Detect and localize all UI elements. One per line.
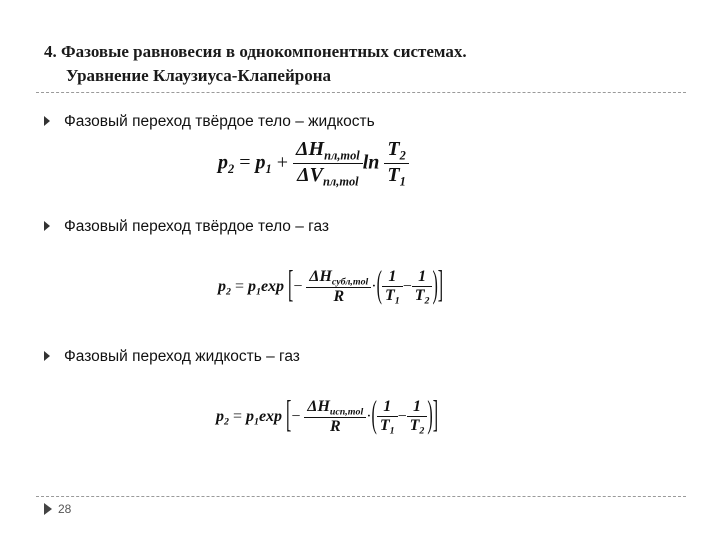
formula-term: p <box>255 151 266 174</box>
formula-liquid-gas <box>216 395 439 437</box>
formula-fraction <box>377 398 398 436</box>
bullet-text: Фазовый переход твёрдое тело – жидкость <box>64 113 375 130</box>
formula-fraction <box>306 268 371 306</box>
slide-title <box>44 40 684 88</box>
formula-solid-gas <box>218 265 444 307</box>
formula-fraction <box>293 138 363 190</box>
formula-operator: · <box>366 407 372 425</box>
formula-function: exp <box>260 277 285 295</box>
formula-fraction <box>382 268 403 306</box>
formula-fraction <box>384 138 408 190</box>
bullet-solid-liquid <box>44 112 375 132</box>
formula-sub: пл,mol <box>324 148 360 163</box>
formula-term: p <box>216 407 224 425</box>
bullet-arrow-icon <box>44 221 50 231</box>
formula-sub: 2 <box>419 425 425 437</box>
formula-term: 1 <box>412 398 421 415</box>
formula-term: p <box>218 277 226 295</box>
formula-term: p <box>218 151 228 174</box>
formula-sub: 1 <box>399 174 406 189</box>
formula-bracket: ] <box>437 265 444 307</box>
formula-bracket: [ <box>288 265 294 307</box>
bullet-text: Фазовый переход жидкость – газ <box>64 348 300 365</box>
formula-operator: = <box>232 407 242 425</box>
title-line-1: 4. Фазовые равновесия в однокомпонентных системах. <box>44 42 467 61</box>
formula-term: T <box>387 164 400 187</box>
title-divider <box>36 92 686 93</box>
formula-sub: пл,mol <box>322 174 359 189</box>
formula-operator: − <box>293 277 303 295</box>
formula-sub: 2 <box>226 286 231 298</box>
formula-sub: субл,mol <box>331 276 369 288</box>
formula-operator: − <box>291 407 301 425</box>
formula-term: T <box>414 287 425 304</box>
formula-paren: ) <box>427 395 433 437</box>
formula-term: ΔV <box>297 164 323 187</box>
formula-term: T <box>379 417 390 434</box>
footer-arrow-icon <box>44 503 52 515</box>
formula-term: 1 <box>383 398 392 415</box>
bullet-arrow-icon <box>44 351 50 361</box>
formula-term: T <box>409 417 420 434</box>
formula-term: ΔH <box>309 268 332 285</box>
formula-sub: 1 <box>389 425 395 437</box>
formula-paren: ) <box>432 265 438 307</box>
bullet-text: Фазовый переход твёрдое тело – газ <box>64 218 330 235</box>
formula-operator: − <box>397 407 407 425</box>
formula-function: ln <box>362 151 380 174</box>
formula-term: T <box>387 138 400 160</box>
title-line-2: Уравнение Клаузиуса-Клапейрона <box>66 66 331 85</box>
formula-sub: 1 <box>253 416 259 428</box>
formula-solid-liquid <box>218 138 409 190</box>
formula-sub: 1 <box>265 161 272 176</box>
formula-term: R <box>329 418 341 436</box>
formula-sub: 1 <box>255 286 261 298</box>
formula-bracket: [ <box>286 395 292 437</box>
page-number: 28 <box>58 501 72 516</box>
formula-term: p <box>247 277 256 295</box>
formula-function: exp <box>258 407 283 425</box>
formula-term: ΔH <box>307 398 330 415</box>
formula-sub: исп,mol <box>329 406 364 418</box>
formula-term: ΔH <box>295 138 325 160</box>
formula-sub: 2 <box>424 295 430 307</box>
formula-term: p <box>245 407 254 425</box>
formula-term: 1 <box>388 268 397 285</box>
formula-operator: · <box>371 277 377 295</box>
formula-fraction <box>412 268 433 306</box>
formula-term: 1 <box>418 268 427 285</box>
page-footer <box>44 500 71 518</box>
formula-fraction <box>407 398 428 436</box>
formula-sub: 1 <box>394 295 400 307</box>
formula-paren: ( <box>371 395 377 437</box>
bullet-solid-gas <box>44 217 329 237</box>
formula-sub: 2 <box>228 161 235 176</box>
formula-operator: = <box>234 277 244 295</box>
formula-operator: = <box>239 151 251 174</box>
footer-divider <box>36 496 686 497</box>
formula-bracket: ] <box>432 395 439 437</box>
formula-term: R <box>333 288 345 306</box>
formula-sub: 2 <box>399 148 406 163</box>
bullet-liquid-gas <box>44 347 300 367</box>
formula-operator: − <box>402 277 412 295</box>
formula-fraction <box>304 398 366 436</box>
formula-operator: + <box>276 151 288 174</box>
formula-paren: ( <box>376 265 382 307</box>
bullet-arrow-icon <box>44 116 50 126</box>
formula-term: T <box>384 287 395 304</box>
formula-sub: 2 <box>224 416 229 428</box>
